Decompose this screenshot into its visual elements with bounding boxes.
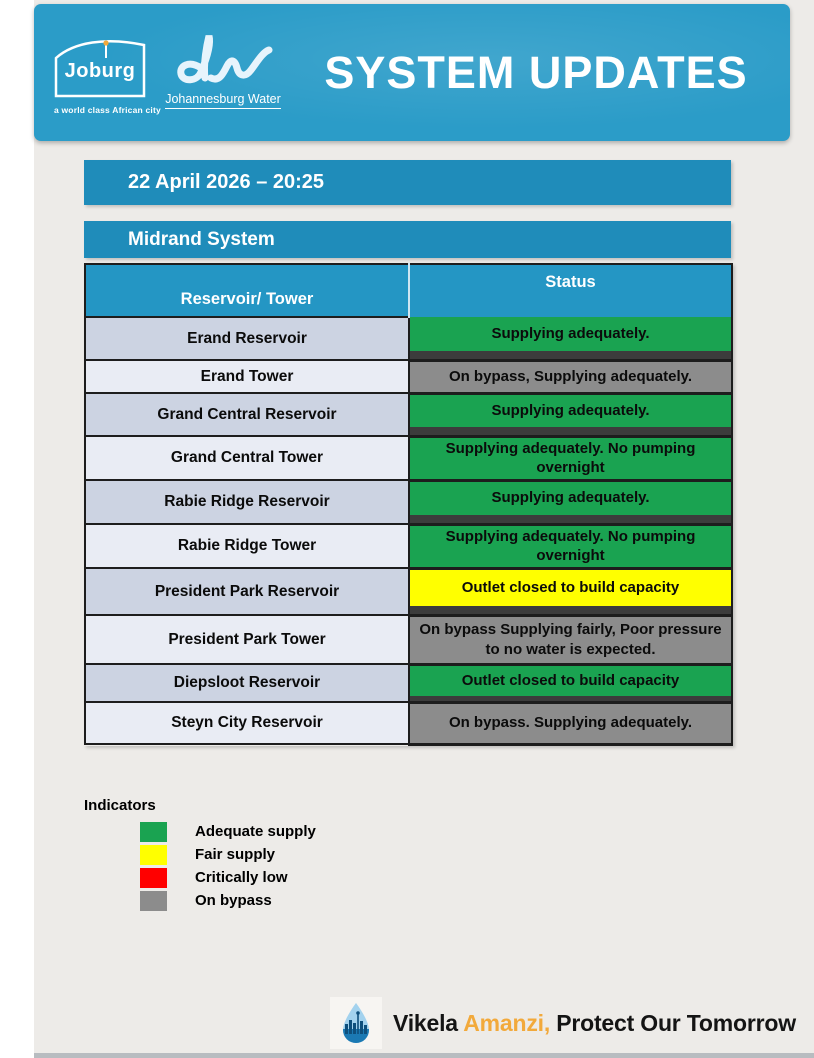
table-row [85, 360, 732, 393]
table-row [85, 568, 732, 615]
legend-item [140, 868, 731, 888]
reservoir-name-cell: Steyn City Reservoir [85, 702, 409, 744]
jw-logo-text: Johannesburg Water [165, 92, 281, 109]
footer-slogan-prefix: Vikela [393, 1009, 458, 1036]
main-content [84, 160, 731, 914]
table-row [85, 664, 732, 702]
status-fill: Supplying adequately. [410, 317, 731, 351]
legend-item [140, 845, 731, 865]
status-cell [409, 480, 732, 524]
status-fill: Outlet closed to build capacity [410, 666, 731, 696]
table-row [85, 702, 732, 744]
table-row [85, 480, 732, 524]
reservoir-name-cell: Grand Central Tower [85, 436, 409, 480]
table-row [85, 436, 732, 480]
status-cell [409, 702, 732, 744]
status-table [84, 263, 733, 746]
legend-swatch-icon [140, 891, 167, 911]
reservoir-name-cell: Rabie Ridge Tower [85, 524, 409, 568]
column-header-status: Status [409, 264, 732, 317]
reservoir-name-cell: President Park Reservoir [85, 568, 409, 615]
page-background [34, 0, 814, 1058]
status-fill: Outlet closed to build capacity [410, 570, 731, 606]
reservoir-name-cell: Erand Reservoir [85, 317, 409, 360]
footer-slogan-highlight: Amanzi, [463, 1009, 551, 1036]
status-cell [409, 360, 732, 393]
johannesburg-water-logo [158, 30, 288, 109]
water-drop-icon-background [330, 997, 382, 1049]
column-header-reservoir: Reservoir/ Tower [85, 264, 409, 317]
legend-item [140, 822, 731, 842]
reservoir-name-cell: Grand Central Reservoir [85, 393, 409, 436]
table-row [85, 317, 732, 360]
indicators-title: Indicators [84, 796, 156, 814]
legend-label: Adequate supply [195, 823, 316, 840]
jw-waves-icon [171, 30, 275, 90]
legend-swatch-icon [140, 868, 167, 888]
status-cell [409, 393, 732, 436]
footer [330, 997, 796, 1049]
status-fill: On bypass. Supplying adequately. [410, 704, 731, 743]
status-fill: Supplying adequately. [410, 395, 731, 427]
joburg-logo [54, 36, 166, 115]
table-row [85, 615, 732, 664]
joburg-tagline: a world class African city [54, 105, 161, 115]
legend-label: On bypass [195, 892, 272, 909]
status-cell [409, 568, 732, 615]
reservoir-name-cell: President Park Tower [85, 615, 409, 664]
reservoir-name-cell: Diepsloot Reservoir [85, 664, 409, 702]
reservoir-name-cell: Rabie Ridge Reservoir [85, 480, 409, 524]
legend-swatch-icon [140, 845, 167, 865]
legend-label: Fair supply [195, 846, 276, 863]
status-cell [409, 615, 732, 664]
indicator-list [84, 822, 731, 911]
status-fill: Supplying adequately. No pumping overnight [410, 438, 731, 479]
status-fill: On bypass, Supplying adequately. [410, 362, 731, 392]
header-banner [34, 4, 790, 141]
footer-slogan-suffix: Protect Our Tomorrow [556, 1009, 796, 1036]
status-fill: On bypass Supplying fairly, Poor pressure to no water is expected. [410, 617, 731, 663]
status-cell [409, 524, 732, 568]
joburg-logo-box [54, 36, 146, 98]
table-row [85, 393, 732, 436]
date-bar: 22 April 2026 – 20:25 [84, 160, 731, 205]
water-drop-city-icon [341, 1002, 371, 1045]
table-row [85, 524, 732, 568]
bottom-strip [34, 1053, 814, 1058]
status-cell [409, 436, 732, 480]
joburg-logo-text: Joburg [64, 60, 136, 82]
indicators-section [84, 797, 731, 911]
status-fill: Supplying adequately. No pumping overnight [410, 526, 731, 567]
reservoir-name-cell: Erand Tower [85, 360, 409, 393]
status-cell [409, 317, 732, 360]
page-title: SYSTEM UPDATES [324, 46, 748, 98]
legend-label: Critically low [195, 869, 288, 886]
status-cell [409, 664, 732, 702]
table-header [85, 264, 732, 317]
table-body [85, 317, 732, 744]
status-fill: Supplying adequately. [410, 482, 731, 515]
legend-swatch-icon [140, 822, 167, 842]
legend-item [140, 891, 731, 911]
footer-slogan [393, 1010, 796, 1037]
system-bar: Midrand System [84, 221, 731, 258]
